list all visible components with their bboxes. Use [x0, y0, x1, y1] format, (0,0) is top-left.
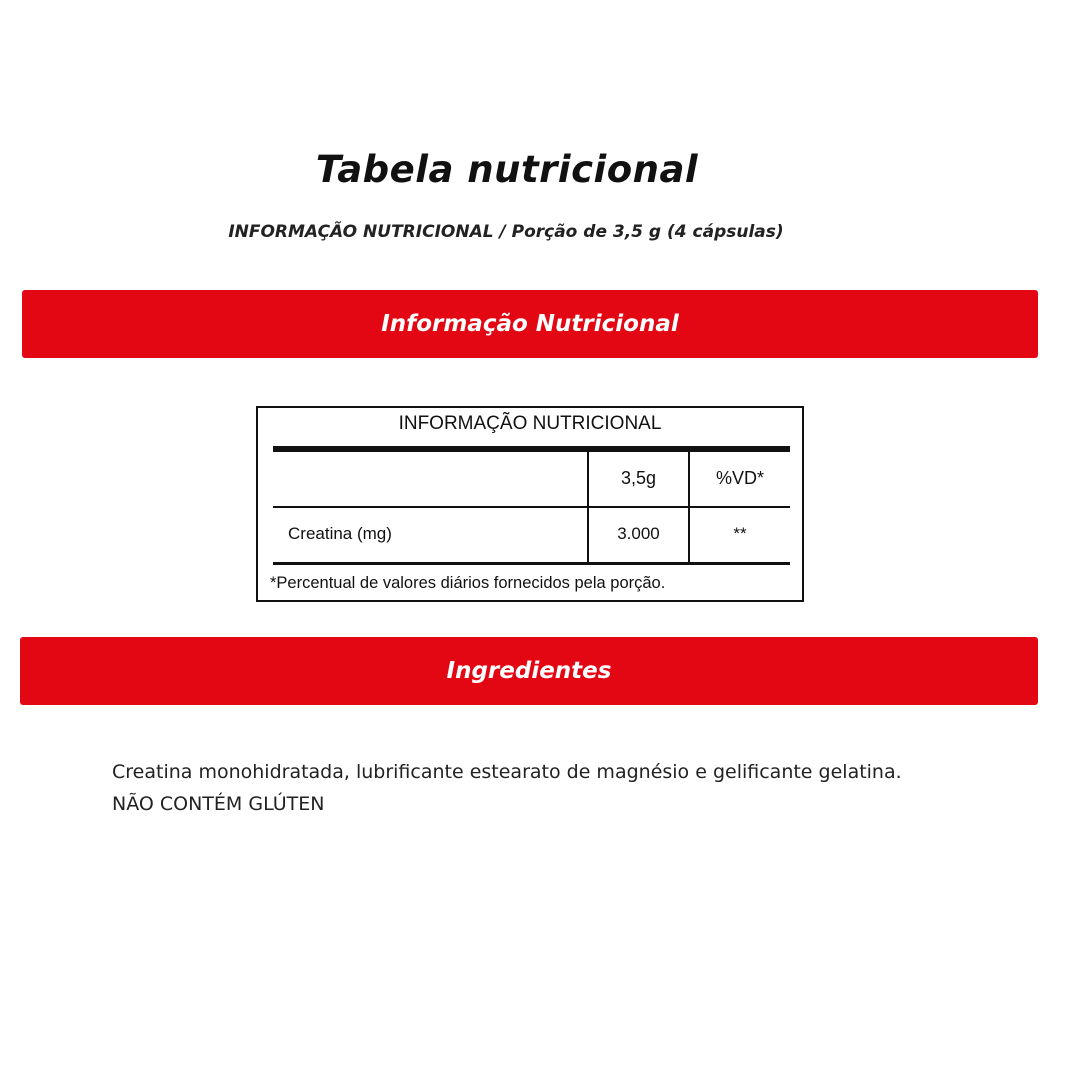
table-bottom-divider — [273, 562, 790, 565]
nutrition-table — [256, 406, 804, 602]
table-thick-divider — [273, 446, 790, 452]
table-footnote: *Percentual de valores diários fornecidos pela porção. — [270, 574, 666, 592]
nutrition-table-header: INFORMAÇÃO NUTRICIONAL — [398, 413, 662, 434]
nutrient-vd-value: ** — [733, 524, 747, 543]
ingredients-text: Creatina monohidratada, lubrificante estearato de magnésio e gelificante gelatina. NÃO CONTÉM GLÚTEN — [112, 761, 902, 815]
nutrient-portion-value: 3.000 — [617, 524, 660, 543]
nutrition-section-bar: Informação Nutricional — [22, 290, 1038, 358]
ingredients-section-bar: Ingredientes — [20, 637, 1038, 705]
nutrient-name: Creatina (mg) — [288, 524, 392, 543]
table-row-divider — [273, 506, 790, 508]
column-header-portion: 3,5g — [620, 468, 657, 488]
column-header-vd: %VD* — [715, 468, 764, 488]
page-title: Tabela nutricional — [315, 148, 699, 191]
page-subtitle: INFORMAÇÃO NUTRICIONAL / Porção de 3,5 g (4 cápsulas) — [228, 222, 784, 242]
